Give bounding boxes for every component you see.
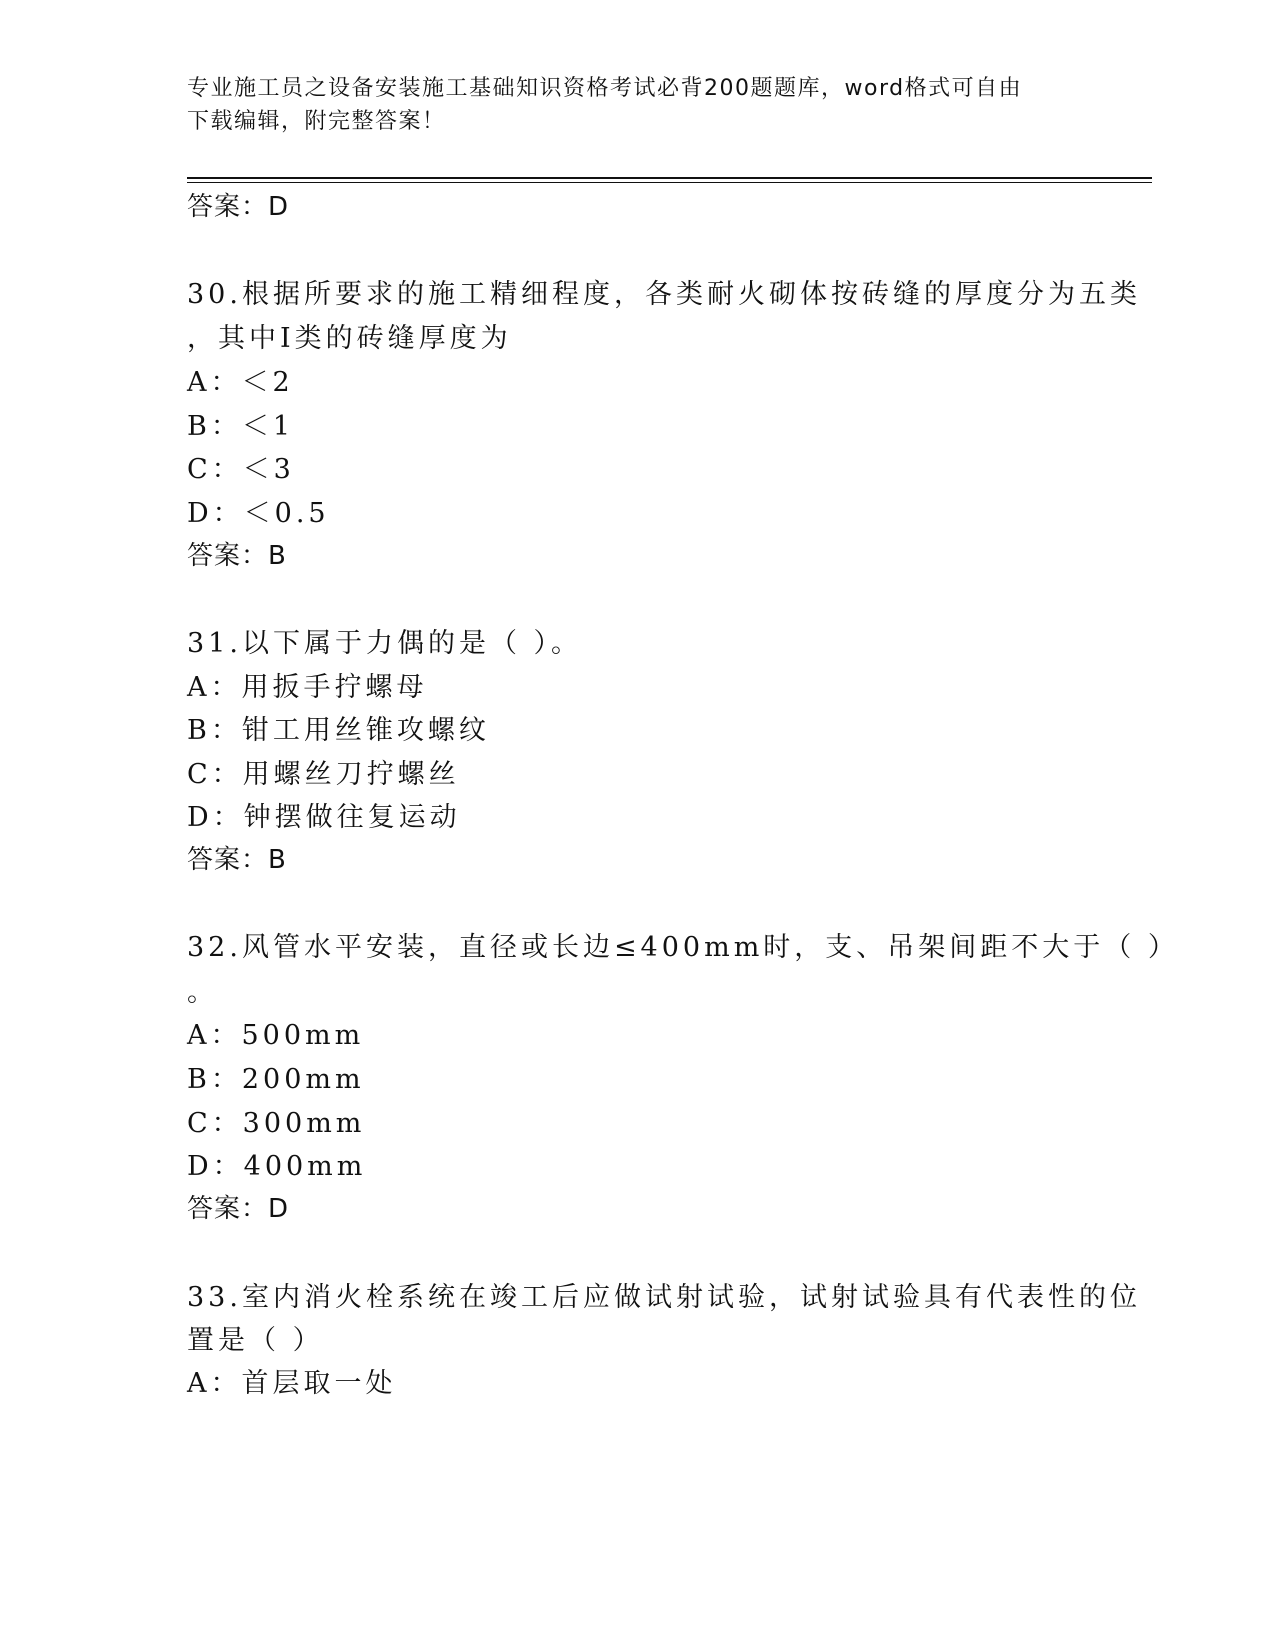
question-32-stem-line-2: 。	[187, 977, 218, 1008]
question-33-option-a: A：首层取一处	[187, 1368, 397, 1399]
question-30-option-a: A：＜2	[187, 367, 294, 398]
question-30-option-d: D：＜0.5	[187, 498, 330, 529]
answer-31: 答案：B	[187, 845, 287, 875]
question-32-option-b: B：200mm	[187, 1064, 365, 1095]
question-31-option-d: D：钟摆做往复运动	[187, 802, 461, 833]
question-31-option-b: B：钳工用丝锥攻螺纹	[187, 715, 490, 746]
question-32-stem-line-1: 32.风管水平安装，直径或长边≤400mm时，支、吊架间距不大于（ ）	[187, 932, 1179, 963]
question-32-option-d: D：400mm	[187, 1151, 367, 1182]
question-33-stem-line-2: 置是（ ）	[187, 1325, 324, 1356]
question-30-option-b: B：＜1	[187, 411, 295, 442]
header-line-2: 下载编辑，附完整答案！	[187, 109, 446, 134]
question-31-option-a: A：用扳手拧螺母	[187, 672, 428, 703]
header-line-1: 专业施工员之设备安装施工基础知识资格考试必背200题题库，word格式可自由	[187, 76, 1023, 101]
document-header	[187, 72, 1087, 138]
answer-32: 答案：D	[187, 1194, 290, 1224]
question-32-option-a: A：500mm	[187, 1020, 365, 1051]
answer-29: 答案：D	[187, 192, 290, 222]
question-32-option-c: C：300mm	[187, 1108, 366, 1139]
question-30-stem-line-1: 30.根据所要求的施工精细程度，各类耐火砌体按砖缝的厚度分为五类	[187, 279, 1141, 310]
question-30-option-c: C：＜3	[187, 454, 295, 485]
header-divider-thick	[187, 177, 1152, 179]
question-31-stem-line-1: 31.以下属于力偶的是（ ）。	[187, 628, 583, 659]
answer-30: 答案：B	[187, 541, 287, 571]
header-divider-thin	[187, 182, 1152, 183]
question-31-option-c: C：用螺丝刀拧螺丝	[187, 759, 460, 790]
question-30-stem-line-2: ，其中Ⅰ类的砖缝厚度为	[187, 323, 512, 354]
question-33-stem-line-1: 33.室内消火栓系统在竣工后应做试射试验，试射试验具有代表性的位	[187, 1282, 1141, 1313]
